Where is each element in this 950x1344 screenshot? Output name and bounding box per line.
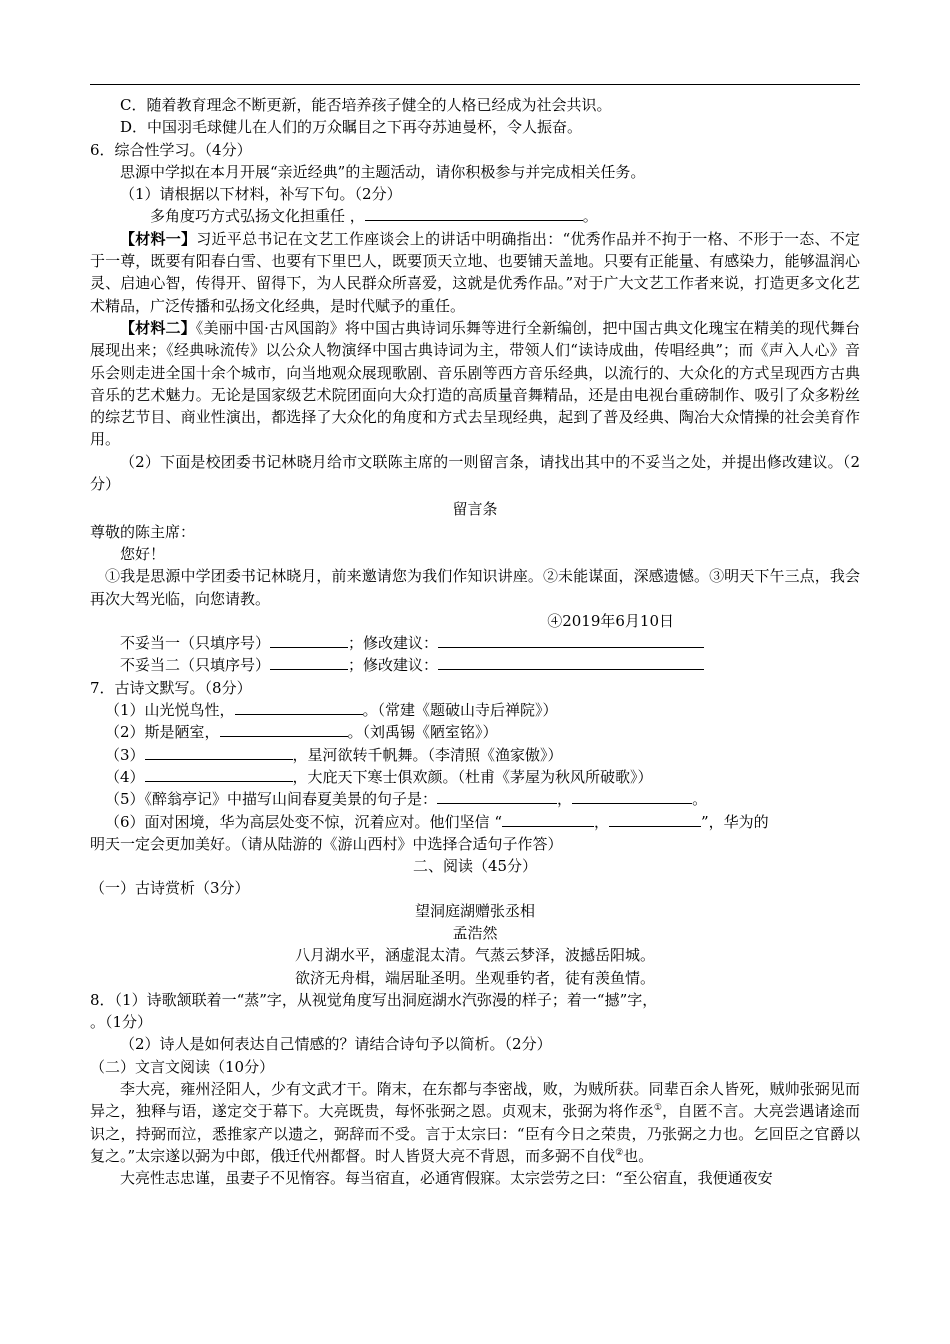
footnote-mark-1: ① <box>653 1103 663 1114</box>
answer-blank[interactable] <box>365 205 583 221</box>
poem-line-1: 八月湖水平，涵虚混太清。气蒸云梦泽，波撼岳阳城。 <box>294 946 655 965</box>
q7-6-comma: ， <box>593 812 609 831</box>
q7-4-source: ，大庇天下寒士俱欢颜。（杜甫《茅屋为秋风所破歌》） <box>292 767 653 786</box>
footnote-mark-2: ② <box>615 1147 624 1158</box>
para-1-text-b: ，自匿不言。大亮尝遇诸途而识之，持弼而泣，悉推家产以遗之，弼辞而不受。言于太宗曰：“臣有今日之荣贵，乃张弼之力也。乞回臣之官爵以复之。”太宗遂以弼为中郎，俄迁代州都督。时人皆贤大亮不背恩，而多弼不自伐 <box>90 1102 860 1165</box>
error-2-label: 不妥当二（只填序号） <box>120 656 271 675</box>
note-body: ①我是思源中学团委书记林晓月，前来邀请您为我们作知识讲座。②未能谋面，深感遗憾。③明天下午三点，我会再次大驾光临，向您请教。 <box>90 567 860 608</box>
fix-2-label: ；修改建议： <box>348 656 439 675</box>
q7-line-4 <box>90 766 860 788</box>
section-2-sub-2: （二）文言文阅读（10分） <box>90 1057 275 1076</box>
note-date: ④2019年6月10日 <box>547 611 674 630</box>
q7-1-text: （1）山光悦鸟性， <box>105 701 235 720</box>
error-1-blank[interactable] <box>270 632 348 648</box>
material-1-label: 【材料一】 <box>120 229 197 248</box>
q7-line-3 <box>90 744 860 766</box>
q8-part-2: （2）诗人是如何表达自己情感的？请结合诗句予以简析。（2分） <box>120 1035 552 1054</box>
q6-part1: （1）请根据以下材料，补写下句。（2分） <box>120 185 402 204</box>
error-1-label: 不妥当一（只填序号） <box>120 634 271 653</box>
q7-title: 7．古诗文默写。（8分） <box>90 678 252 697</box>
error-2-blank[interactable] <box>270 654 348 670</box>
fix-1-blank[interactable] <box>438 632 704 648</box>
q7-5-comma: ， <box>557 790 573 809</box>
q7-line-2 <box>90 721 860 743</box>
q7-3-source: ，星河欲转千帆舞。（李清照《渔家傲》） <box>292 745 563 764</box>
q7-3-blank[interactable] <box>145 744 293 760</box>
material-1 <box>90 228 860 317</box>
fix-2-blank[interactable] <box>438 654 704 670</box>
q7-4-blank[interactable] <box>145 766 293 782</box>
header-rule <box>90 84 860 85</box>
q7-3-text: （3） <box>105 745 145 764</box>
material-2-text: 《美丽中国·古风国韵》将中国古典诗词乐舞等进行全新编创，把中国古典文化瑰宝在精美的现代舞台展现出来；《经典咏流传》以公众人物演绎中国古典诗词为主，带领人们“读诗成曲，传唱经典”；而《声入人心》音乐会则走进全国十余个城市，向当地观众展现歌剧、音乐剧等西方音乐经典，以流行的、大众化的方式呈现西方古典音乐的艺术魅力。无论是国家级艺术院团面向大众打造的高质量音舞精品，还是由电视台重磅制作、吸引了众多粉丝的综艺节目、商业性演出，都选择了大众化的角度和方式去呈现经典，起到了普及经典、陶冶大众情操的社会美育作用。 <box>90 318 860 449</box>
q7-5-blank-a[interactable] <box>437 788 557 804</box>
error-row-1 <box>90 632 860 654</box>
fix-1-label: ；修改建议： <box>348 634 439 653</box>
q5-option-d: D．中国羽毛球健儿在人们的万众瞩目之下再夺苏迪曼杯，令人振奋。 <box>120 118 583 137</box>
q7-2-source: 。（刘禹锡《陋室铭》） <box>347 723 498 742</box>
note-greeting: 您好！ <box>120 544 166 563</box>
q7-6-tail: ”，华为的 <box>701 812 769 831</box>
q6-intro: 思源中学拟在本月开展“亲近经典”的主题活动，请你积极参与并完成相关任务。 <box>120 162 646 181</box>
q7-line-6 <box>90 811 860 833</box>
given-end: 。 <box>582 207 598 226</box>
q7-line-6-cont: 明天一定会更加美好。（请从陆游的《游山西村》中选择合适句子作答） <box>90 834 563 853</box>
q6-given-line <box>90 205 860 227</box>
q6-part2: （2）下面是校团委书记林晓月给市文联陈主席的一则留言条，请找出其中的不妥当之处，并提出修改建议。（2分） <box>90 452 860 494</box>
q7-5-text: （5）《醉翁亭记》中描写山间春夏美景的句子是： <box>105 790 438 809</box>
classical-para-1 <box>90 1078 860 1167</box>
given-text: 多角度巧方式弘扬文化担重任 ， <box>150 207 365 226</box>
poem-title: 望洞庭湖赠张丞相 <box>414 901 535 920</box>
q7-2-blank[interactable] <box>220 721 348 737</box>
error-row-2 <box>90 654 860 676</box>
q8-part-1: 8．（1）诗歌颔联着一“蒸”字，从视觉角度写出洞庭湖水汽弥漫的样子；着一“撼”字， <box>90 990 658 1009</box>
para-1-text-c: 也。 <box>623 1146 654 1165</box>
q7-2-text: （2）斯是陋室， <box>105 723 220 742</box>
q8-part-1-end: 。（1分） <box>90 1013 153 1032</box>
poem-author: 孟浩然 <box>452 923 498 942</box>
q7-5-blank-b[interactable] <box>572 788 692 804</box>
note-salutation: 尊敬的陈主席： <box>90 522 196 541</box>
q7-6-blank-b[interactable] <box>609 811 701 827</box>
q7-line-1 <box>90 699 860 721</box>
q7-1-blank[interactable] <box>235 699 363 715</box>
q7-line-5 <box>90 788 860 810</box>
q7-4-text: （4） <box>105 767 145 786</box>
material-2-label: 【材料二】 <box>120 318 196 337</box>
q5-option-c: C．随着教育理念不断更新，能否培养孩子健全的人格已经成为社会共识。 <box>120 96 612 114</box>
section-2-title: 二、阅读（45分） <box>412 857 538 876</box>
classical-para-2: 大亮性志忠谨，虽妻子不见惰容。每当宿直，必通宵假寐。太宗尝劳之曰：“至公宿直，我便通夜安 <box>120 1169 773 1188</box>
material-2 <box>90 317 860 451</box>
page-content <box>90 94 860 1190</box>
q7-1-source: 。（常建《题破山寺后禅院》） <box>362 701 558 720</box>
q7-6-blank-a[interactable] <box>502 811 594 827</box>
q7-6-text: （6）面对困境，华为高层处变不惊，沉着应对。他们坚信 “ <box>105 812 502 831</box>
para-1-text-a: 李大亮，雍州泾阳人，少有文武才干。隋末，在东都与李密战，败，为贼所获。同辈百余人皆死，贼帅张弼见而异之，独释与语，遂定交于幕下。大亮既贵，每怀张弼之恩。贞观末，张弼为将作丞 <box>90 1080 860 1121</box>
q6-title: 6．综合性学习。（4分） <box>90 140 252 159</box>
material-1-text: 习近平总书记在文艺工作座谈会上的讲话中明确指出：“优秀作品并不拘于一格、不形于一态、不定于一尊，既要有阳春白雪、也要有下里巴人，既要顶天立地、也要铺天盖地。只要有正能量、有感染力，能够温润心灵、启迪心智，传得开、留得下，为人民群众所喜爱，这就是优秀作品。”对于广大文艺工作者来说，打造更多文化艺术精品，广泛传播和弘扬文化经典，是时代赋予的重任。 <box>90 229 860 315</box>
poem-line-2: 欲济无舟楫，端居耻圣明。坐观垂钓者，徒有羡鱼情。 <box>294 968 655 987</box>
q7-5-end: 。 <box>692 790 708 809</box>
note-title: 留言条 <box>452 500 498 519</box>
section-2-sub-1: （一）古诗赏析（3分） <box>90 879 250 898</box>
